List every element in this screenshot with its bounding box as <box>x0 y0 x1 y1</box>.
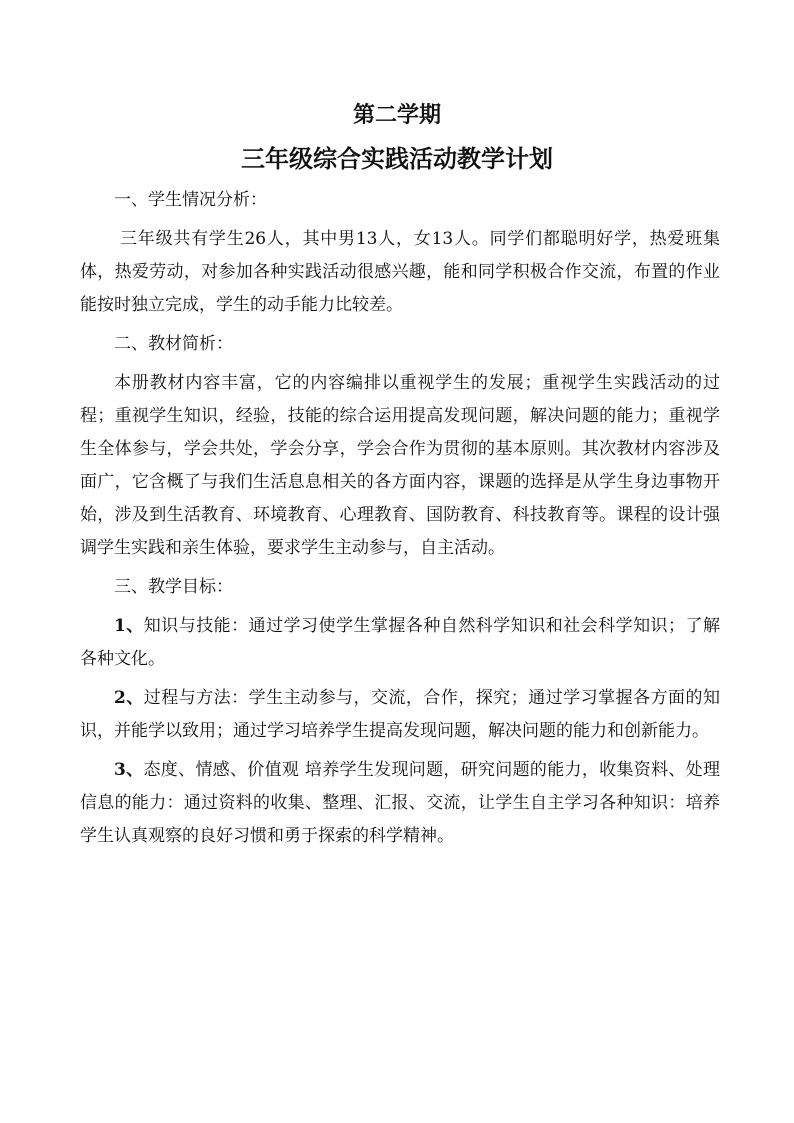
goal-item-process <box>80 682 720 748</box>
goal-item-attitude <box>80 754 720 853</box>
goal-text: 过程与方法：学生主动参与，交流，合作，探究；通过学习掌握各方面的知识，并能学以致用；通过学习培养学生提高发现问题，解决问题的能力和创新能力。 <box>80 688 720 741</box>
paragraph-student-analysis: 三年级共有学生26人，其中男13人，女13人。同学们都聪明好学，热爱班集体，热爱劳动，对参加各种实践活动很感兴趣，能和同学积极合作交流，布置的作业能按时独立完成，学生的动手能力比较差。 <box>80 229 720 315</box>
goal-number: 2、 <box>114 688 144 708</box>
document-subtitle: 三年级综合实践活动教学计划 <box>241 144 553 173</box>
section-heading-teaching-goals: 三、教学目标： <box>114 577 233 597</box>
section-heading-textbook-analysis: 二、教材简析： <box>114 334 233 354</box>
document-title: 第二学期 <box>352 102 441 128</box>
section-heading-student-analysis: 一、学生情况分析： <box>114 190 267 210</box>
goal-text: 态度、情感、价值观 培养学生发现问题，研究问题的能力，收集资料、处理信息的能力：通过资料的收集、整理、汇报、交流，让学生自主学习各种知识：培养学生认真观察的良好习惯和勇于探索的科学精神。 <box>80 760 720 846</box>
paragraph-textbook-analysis: 本册教材内容丰富，它的内容编排以重视学生的发展；重视学生实践活动的过程；重视学生知识，经验，技能的综合运用提高发现问题，解决问题的能力；重视学生全体参与，学会共处，学会分享，学会合作为贯彻的基本原则。其次教材内容涉及面广，它含概了与我们生活息息相关的各方面内容，课题的选择是从学生身边事物开始，涉及到生活教育、环境教育、心理教育、国防教育、科技教育等。课程的设计强调学生实践和亲生体验，要求学生主动参与，自主活动。 <box>80 373 720 558</box>
goal-number: 1、 <box>114 616 144 636</box>
goal-text: 知识与技能：通过学习使学生掌握各种自然科学知识和社会科学知识；了解各种文化。 <box>80 616 720 669</box>
goal-item-knowledge <box>80 610 720 676</box>
document-body <box>80 184 720 859</box>
goal-number: 3、 <box>114 760 144 780</box>
